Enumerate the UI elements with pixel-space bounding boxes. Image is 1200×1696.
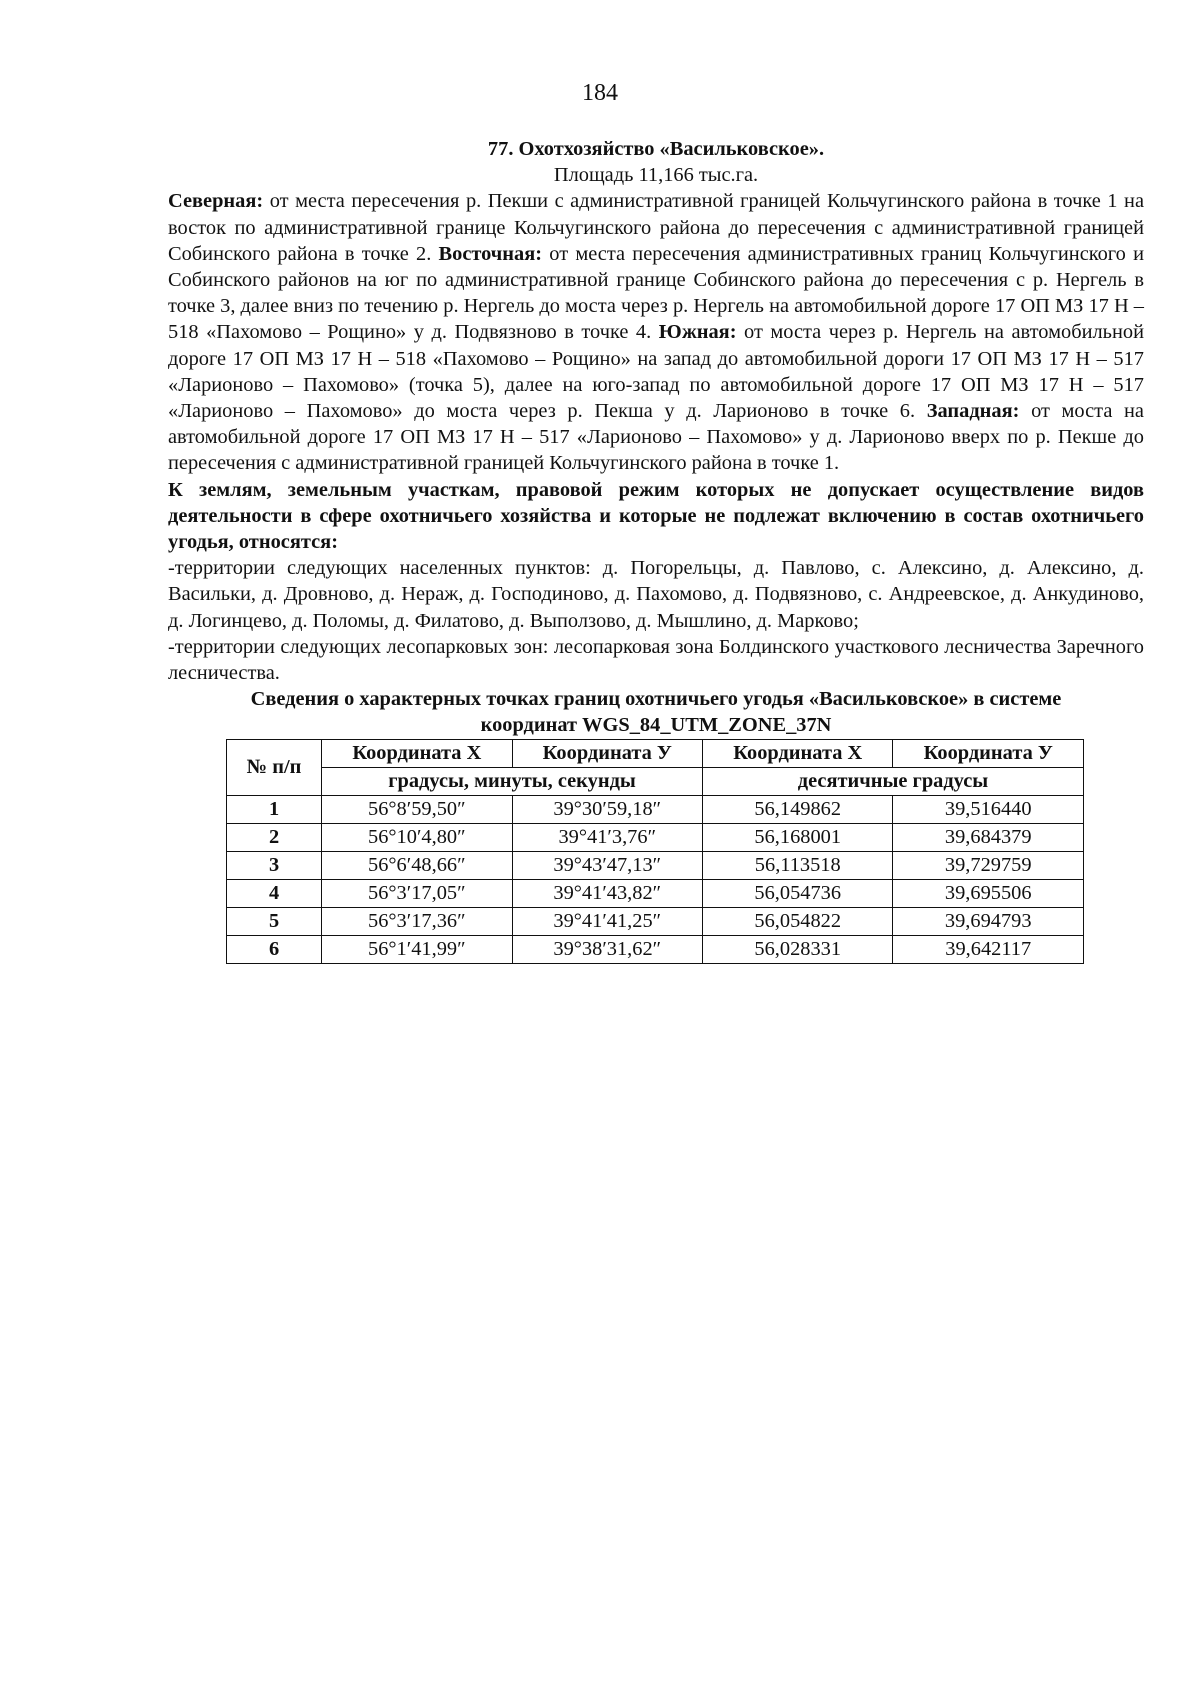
cell-y-dec: 39,642117	[893, 935, 1084, 963]
exclusion-forests: -территории следующих лесопарковых зон: лесопарковая зона Болдинского участкового лесничества Заречного лесничества.	[168, 635, 1144, 685]
area-line: Площадь 11,166 тыс.га.	[553, 164, 759, 187]
table-subheader-row	[227, 767, 1084, 795]
cell-x-dms: 56°1′41,99″	[322, 935, 512, 963]
header-x-dec: Координата X	[703, 739, 893, 767]
cell-x-dec: 56,168001	[703, 823, 893, 851]
cell-y-dec: 39,695506	[893, 879, 1084, 907]
header-y-dec: Координата У	[893, 739, 1084, 767]
table-title-line1: Сведения о характерных точках границ охотничьего угодья «Васильковское» в системе	[250, 688, 1062, 711]
cell-x-dec: 56,028331	[703, 935, 893, 963]
cell-num: 1	[227, 795, 322, 823]
cell-x-dms: 56°3′17,36″	[322, 907, 512, 935]
east-label: Восточная:	[438, 242, 543, 265]
exclusions-heading: К землям, земельным участкам, правовой режим которых не допускает осуществление видов деятельности в сфере охотничьего хозяйства и которые не подлежат включению в состав охотничьего угодья, относятся:	[168, 478, 1144, 554]
table-row	[227, 823, 1084, 851]
header-x-dms: Координата X	[322, 739, 512, 767]
boundary-description	[168, 188, 1144, 476]
west-text: от моста на автомобильной дороге 17 ОП МЗ 17 Н – 517 «Ларионово – Пахомово» у д. Ларионово вверх по р. Пекше до пересечения с административной границей Кольчугинского района в точке 1.	[168, 400, 1144, 475]
subheader-dms: градусы, минуты, секунды	[322, 767, 703, 795]
cell-y-dms: 39°30′59,18″	[512, 795, 702, 823]
subheader-dec: десятичные градусы	[703, 767, 1084, 795]
exclusion-settlements: -территории следующих населенных пунктов: д. Погорельцы, д. Павлово, с. Алексино, д. Алексино, д. Васильки, д. Дровново, д. Нераж, д. Господиново, д. Пахомово, д. Подвязново, с. Андреевское, д. Анкудиново, д. Логинцево, д. Поломы, д. Филатово, д. Выползово, д. Мышлино, д. Марково;	[168, 557, 1144, 632]
cell-y-dec: 39,684379	[893, 823, 1084, 851]
north-label: Северная:	[168, 190, 264, 213]
document-title: 77. Охотхозяйство «Васильковское».	[487, 138, 825, 160]
cell-x-dec: 56,054822	[703, 907, 893, 935]
table-title	[168, 686, 1144, 738]
cell-num: 2	[227, 823, 322, 851]
north-text: от места пересечения р. Пекши с административной границей Кольчугинского района в точке 1 на восток по административной границе Кольчугинского района до пересечения с административной границей Собинского района в точке 2.	[168, 190, 1144, 265]
table-title-line2: координат WGS_84_UTM_ZONE_37N	[480, 714, 832, 737]
cell-x-dms: 56°6′48,66″	[322, 851, 512, 879]
east-text: от места пересечения административных границ Кольчугинского и Собинского районов на юг по административной границе Собинского района до пересечения с р. Нергель в точке 3, далее вниз по течению р. Нергель до моста через р. Нергель на автомобильной дороге 17 ОП МЗ 17 Н – 518 «Пахомово – Рощино» у д. Подвязново в точке 4.	[168, 242, 1144, 344]
cell-y-dms: 39°41′41,25″	[512, 907, 702, 935]
south-text: от моста через р. Нергель на автомобильной дороге 17 ОП МЗ 17 Н – 518 «Пахомово – Рощино» на запад до автомобильной дороги 17 ОП МЗ 17 Н – 517 «Ларионово – Пахомово» (точка 5), далее на юго-запад по автомобильной дороге 17 ОП МЗ 17 Н – 517 «Ларионово – Пахомово» до моста через р. Пекша у д. Ларионово в точке 6.	[168, 321, 1144, 423]
cell-num: 4	[227, 879, 322, 907]
cell-x-dec: 56,149862	[703, 795, 893, 823]
west-label: Западная:	[926, 400, 1020, 423]
cell-x-dec: 56,113518	[703, 851, 893, 879]
page-number: 184	[582, 80, 618, 106]
cell-y-dec: 39,694793	[893, 907, 1084, 935]
cell-y-dms: 39°43′47,13″	[512, 851, 702, 879]
coordinates-table	[226, 739, 1084, 964]
cell-y-dec: 39,516440	[893, 795, 1084, 823]
cell-num: 6	[227, 935, 322, 963]
cell-y-dms: 39°38′31,62″	[512, 935, 702, 963]
cell-num: 5	[227, 907, 322, 935]
cell-y-dms: 39°41′43,82″	[512, 879, 702, 907]
header-y-dms: Координата У	[512, 739, 702, 767]
header-num: № п/п	[227, 739, 322, 795]
cell-x-dms: 56°10′4,80″	[322, 823, 512, 851]
table-row	[227, 879, 1084, 907]
cell-y-dms: 39°41′3,76″	[512, 823, 702, 851]
table-row	[227, 907, 1084, 935]
south-label: Южная:	[658, 321, 737, 344]
cell-y-dec: 39,729759	[893, 851, 1084, 879]
cell-num: 3	[227, 851, 322, 879]
table-header-row	[227, 739, 1084, 767]
cell-x-dms: 56°8′59,50″	[322, 795, 512, 823]
cell-x-dms: 56°3′17,05″	[322, 879, 512, 907]
table-row	[227, 795, 1084, 823]
cell-x-dec: 56,054736	[703, 879, 893, 907]
document-body	[168, 136, 1144, 964]
table-row	[227, 851, 1084, 879]
table-row	[227, 935, 1084, 963]
